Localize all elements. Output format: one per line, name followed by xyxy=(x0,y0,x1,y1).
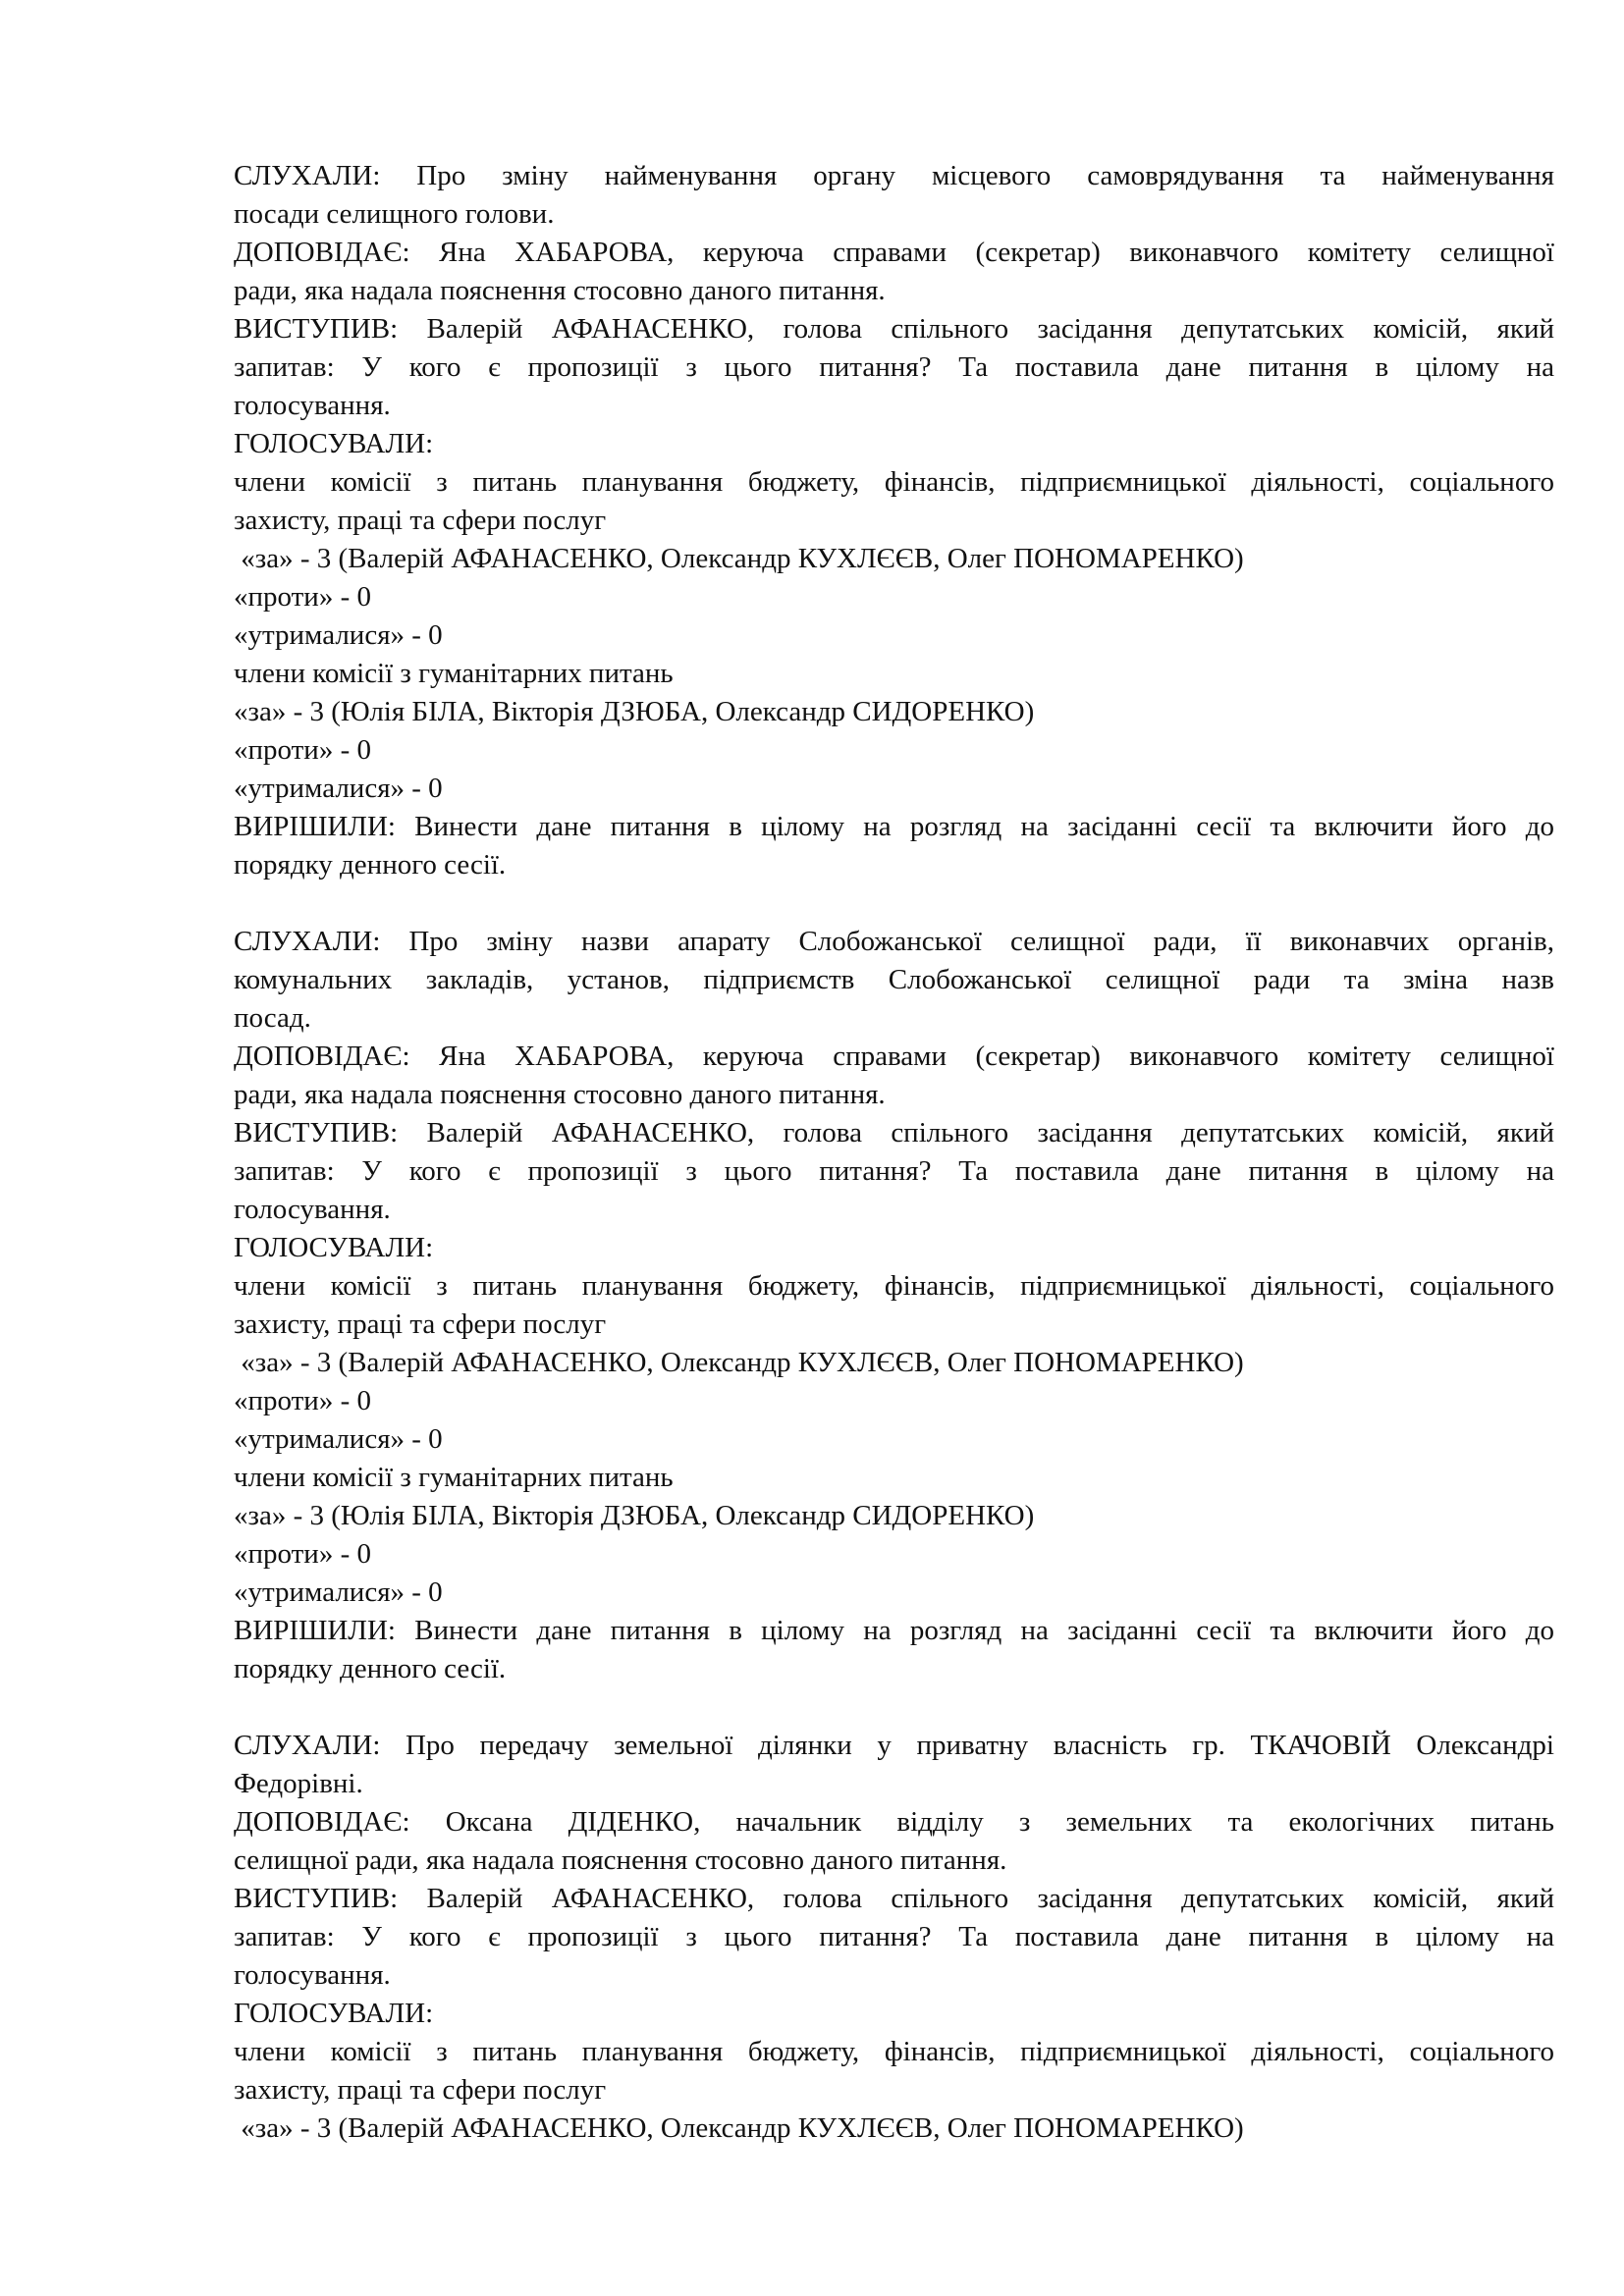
hum-votes-against: «проти» - 0 xyxy=(234,734,371,766)
agenda-item-3 xyxy=(234,1727,1554,2148)
heard-line: СЛУХАЛИ: Про передачу земельної ділянки у приватну власність гр. ТКАЧОВІЙ Олександрі xyxy=(234,1730,1554,1761)
speaker-line: запитав: У кого є пропозиції з цього питання? Та поставила дане питання в цілому на xyxy=(234,1921,1554,1952)
reporter-line: селищної ради, яка надала пояснення стосовно даного питання. xyxy=(234,1844,1007,1876)
section-spacer xyxy=(234,884,1554,923)
speaker-line: ВИСТУПИВ: Валерій АФАНАСЕНКО, голова спільного засідання депутатських комісій, який xyxy=(234,1883,1554,1914)
hum-votes-for: «за» - 3 (Юлія БІЛА, Вікторія ДЗЮБА, Олександр СИДОРЕНКО) xyxy=(234,1500,1035,1531)
budget-votes-for: «за» - 3 (Валерій АФАНАСЕНКО, Олександр КУХЛЄЄВ, Олег ПОНОМАРЕНКО) xyxy=(234,2112,1244,2144)
budget-votes-abstained: «утрималися» - 0 xyxy=(234,619,443,651)
budget-committee-line: захисту, праці та сфери послуг xyxy=(234,2074,607,2106)
humanitarian-committee-line: члени комісії з гуманітарних питань xyxy=(234,1462,674,1493)
decision-line: порядку денного сесії. xyxy=(234,849,507,881)
heard-line: посад. xyxy=(234,1002,311,1034)
reporter-line: ДОПОВІДАЄ: Оксана ДІДЕНКО, начальник відділу з земельних та екологічних питань xyxy=(234,1806,1554,1838)
budget-votes-for: «за» - 3 (Валерій АФАНАСЕНКО, Олександр КУХЛЄЄВ, Олег ПОНОМАРЕНКО) xyxy=(234,543,1244,574)
voted-heading: ГОЛОСУВАЛИ: xyxy=(234,1232,434,1263)
hum-votes-for: «за» - 3 (Юлія БІЛА, Вікторія ДЗЮБА, Олександр СИДОРЕНКО) xyxy=(234,696,1035,727)
section-spacer xyxy=(234,1688,1554,1727)
hum-votes-abstained: «утрималися» - 0 xyxy=(234,1576,443,1608)
humanitarian-committee-line: члени комісії з гуманітарних питань xyxy=(234,658,674,689)
heard-line: комунальних закладів, установ, підприємств Слобожанської селищної ради та зміна назв xyxy=(234,964,1554,995)
reporter-line: ради, яка надала пояснення стосовно даного питання. xyxy=(234,275,886,306)
speaker-line: голосування. xyxy=(234,390,391,421)
budget-committee-line: захисту, праці та сфери послуг xyxy=(234,505,607,536)
voted-heading: ГОЛОСУВАЛИ: xyxy=(234,428,434,459)
decision-line: порядку денного сесії. xyxy=(234,1653,507,1684)
speaker-line: голосування. xyxy=(234,1959,391,1991)
speaker-line: ВИСТУПИВ: Валерій АФАНАСЕНКО, голова спільного засідання депутатських комісій, який xyxy=(234,1117,1554,1148)
decision-line: ВИРІШИЛИ: Винести дане питання в цілому на розгляд на засіданні сесії та включити його до xyxy=(234,811,1554,842)
voted-heading: ГОЛОСУВАЛИ: xyxy=(234,1998,434,2029)
reporter-line: ДОПОВІДАЄ: Яна ХАБАРОВА, керуюча справами (секретар) виконавчого комітету селищної xyxy=(234,1041,1554,1072)
budget-votes-abstained: «утрималися» - 0 xyxy=(234,1423,443,1455)
budget-committee-line: члени комісії з питань планування бюджету, фінансів, підприємницької діяльності, соціального xyxy=(234,466,1554,498)
document-body xyxy=(234,157,1554,2148)
heard-line: посади селищного голови. xyxy=(234,198,555,230)
hum-votes-abstained: «утрималися» - 0 xyxy=(234,773,443,804)
heard-line: Федорівні. xyxy=(234,1768,363,1799)
speaker-line: ВИСТУПИВ: Валерій АФАНАСЕНКО, голова спільного засідання депутатських комісій, який xyxy=(234,313,1554,345)
budget-votes-against: «проти» - 0 xyxy=(234,1385,371,1416)
agenda-item-2 xyxy=(234,923,1554,1688)
heard-line: СЛУХАЛИ: Про зміну назви апарату Слобожанської селищної ради, її виконавчих органів, xyxy=(234,926,1554,957)
decision-line: ВИРІШИЛИ: Винести дане питання в цілому на розгляд на засіданні сесії та включити його до xyxy=(234,1615,1554,1646)
budget-votes-for: «за» - 3 (Валерій АФАНАСЕНКО, Олександр КУХЛЄЄВ, Олег ПОНОМАРЕНКО) xyxy=(234,1347,1244,1378)
reporter-line: ради, яка надала пояснення стосовно даного питання. xyxy=(234,1079,886,1110)
budget-committee-line: захисту, праці та сфери послуг xyxy=(234,1308,607,1340)
budget-committee-line: члени комісії з питань планування бюджету, фінансів, підприємницької діяльності, соціального xyxy=(234,1270,1554,1302)
budget-votes-against: «проти» - 0 xyxy=(234,581,371,613)
speaker-line: запитав: У кого є пропозиції з цього питання? Та поставила дане питання в цілому на xyxy=(234,351,1554,383)
budget-committee-line: члени комісії з питань планування бюджету, фінансів, підприємницької діяльності, соціального xyxy=(234,2036,1554,2067)
agenda-item-1 xyxy=(234,157,1554,884)
speaker-line: голосування. xyxy=(234,1194,391,1225)
heard-line: СЛУХАЛИ: Про зміну найменування органу місцевого самоврядування та найменування xyxy=(234,160,1554,191)
reporter-line: ДОПОВІДАЄ: Яна ХАБАРОВА, керуюча справами (секретар) виконавчого комітету селищної xyxy=(234,237,1554,268)
hum-votes-against: «проти» - 0 xyxy=(234,1538,371,1570)
speaker-line: запитав: У кого є пропозиції з цього питання? Та поставила дане питання в цілому на xyxy=(234,1155,1554,1187)
